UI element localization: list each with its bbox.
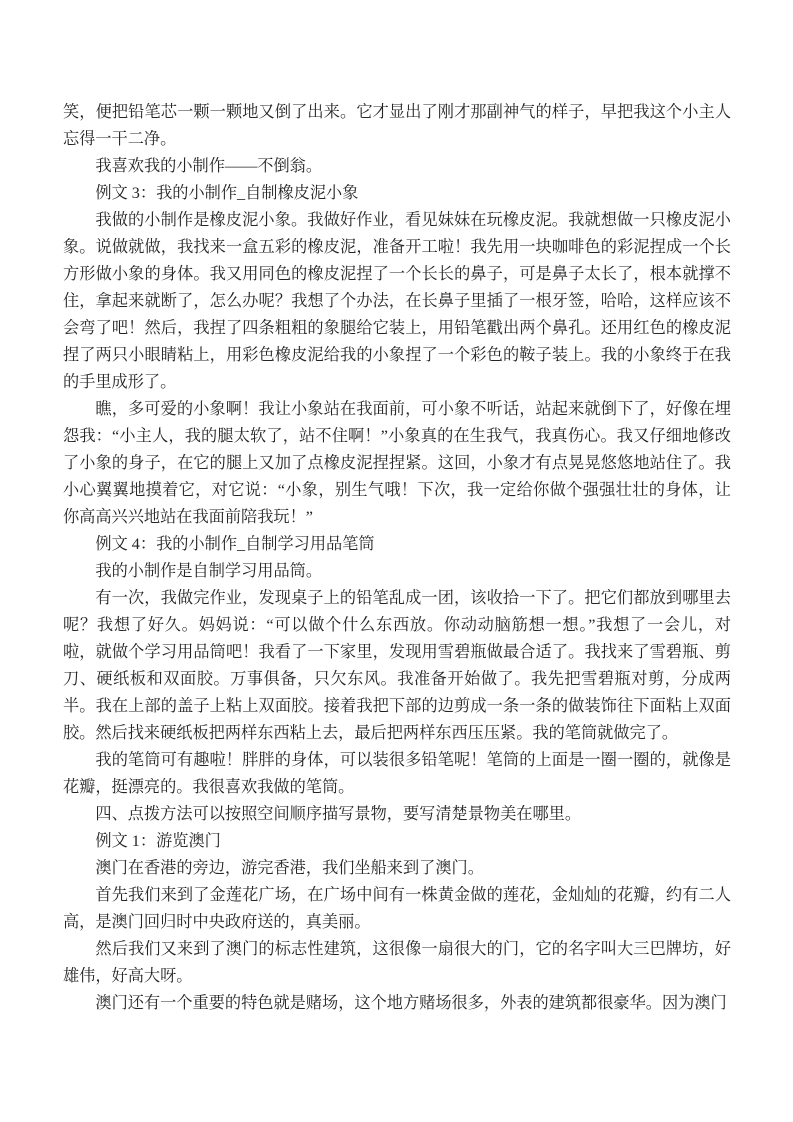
- section-heading: 四、点拨方法可以按照空间顺序描写景物，要写清楚景物美在哪里。: [95, 805, 582, 823]
- paragraph: 首先我们来到了金莲花广场，在广场中间有一株黄金做的莲花，金灿灿的花瓣，约有二人高，是澳门回归时中央政府送的，真美丽。: [63, 886, 731, 931]
- paragraph: 我的小制作是自制学习用品筒。: [95, 562, 323, 580]
- example-heading: 例文 3：我的小制作_自制橡皮泥小象: [95, 184, 359, 202]
- paragraph: 我喜欢我的小制作——不倒翁。: [95, 157, 323, 175]
- example-heading: 例文 4：我的小制作_自制学习用品笔筒: [95, 535, 375, 553]
- paragraph: 笑，便把铅笔芯一颗一颗地又倒了出来。它才显出了刚才那副神气的样子，早把我这个小主人忘得一干二净。: [63, 103, 731, 148]
- paragraph: 然后我们又来到了澳门的标志性建筑，这很像一扇很大的门，它的名字叫大三巴牌坊，好雄伟，好高大呀。: [63, 940, 731, 985]
- paragraph: 我做的小制作是橡皮泥小象。我做好作业，看见妹妹在玩橡皮泥。我就想做一只橡皮泥小象。说做就做，我找来一盒五彩的橡皮泥，准备开工啦！我先用一块咖啡色的彩泥捏成一个长方形做小象的身体。我又用同色的橡皮泥捏了一个长长的鼻子，可是鼻子太长了，根本就撑不住，拿起来就断了，怎么办呢？我想了个办法，在长鼻子里插了一根牙签，哈哈，这样应该不会弯了吧！然后，我捏了四条粗粗的象腿给它装上，用铅笔戳出两个鼻孔。还用红色的橡皮泥捏了两只小眼睛粘上，用彩色橡皮泥给我的小象捏了一个彩色的鞍子装上。我的小象终于在我的手里成形了。: [63, 211, 731, 391]
- example-heading: 例文 1：游览澳门: [95, 832, 221, 850]
- paragraph: 瞧，多可爱的小象啊！我让小象站在我面前，可小象不听话，站起来就倒下了，好像在埋怨我：“小主人，我的腿太软了，站不住啊！”小象真的在生我气，我真伤心。我又仔细地修改了小象的身子，在它的腿上又加了点橡皮泥捏捏紧。这回，小象才有点晃晃悠悠地站住了。我小心翼翼地摸着它，对它说：“小象，别生气哦！下次，我一定给你做个强强壮壮的身体，让你高高兴兴地站在我面前陪我玩！”: [63, 400, 731, 526]
- paragraph: 澳门还有一个重要的特色就是赌场，这个地方赌场很多，外表的建筑都很豪华。因为澳门: [95, 994, 727, 1012]
- paragraph: 我的笔筒可有趣啦！胖胖的身体，可以装很多铅笔呢！笔筒的上面是一圈一圈的，就像是花瓣，挺漂亮的。我很喜欢我做的笔筒。: [63, 751, 731, 796]
- paragraph: 有一次，我做完作业，发现桌子上的铅笔乱成一团，该收拾一下了。把它们都放到哪里去呢？我想了好久。妈妈说：“可以做个什么东西放。你动动脑筋想一想。”我想了一会儿，对啦，就做个学习用品筒吧！我看了一下家里，发现用雪碧瓶做最合适了。我找来了雪碧瓶、剪刀、硬纸板和双面胶。万事俱备，只欠东风。我准备开始做了。我先把雪碧瓶对剪，分成两半。我在上部的盖子上粘上双面胶。接着我把下部的边剪成一条一条的做装饰往下面粘上双面胶。然后找来硬纸板把两样东西粘上去，最后把两样东西压压紧。我的笔筒就做完了。: [63, 589, 731, 742]
- paragraph: 澳门在香港的旁边，游完香港，我们坐船来到了澳门。: [95, 859, 484, 877]
